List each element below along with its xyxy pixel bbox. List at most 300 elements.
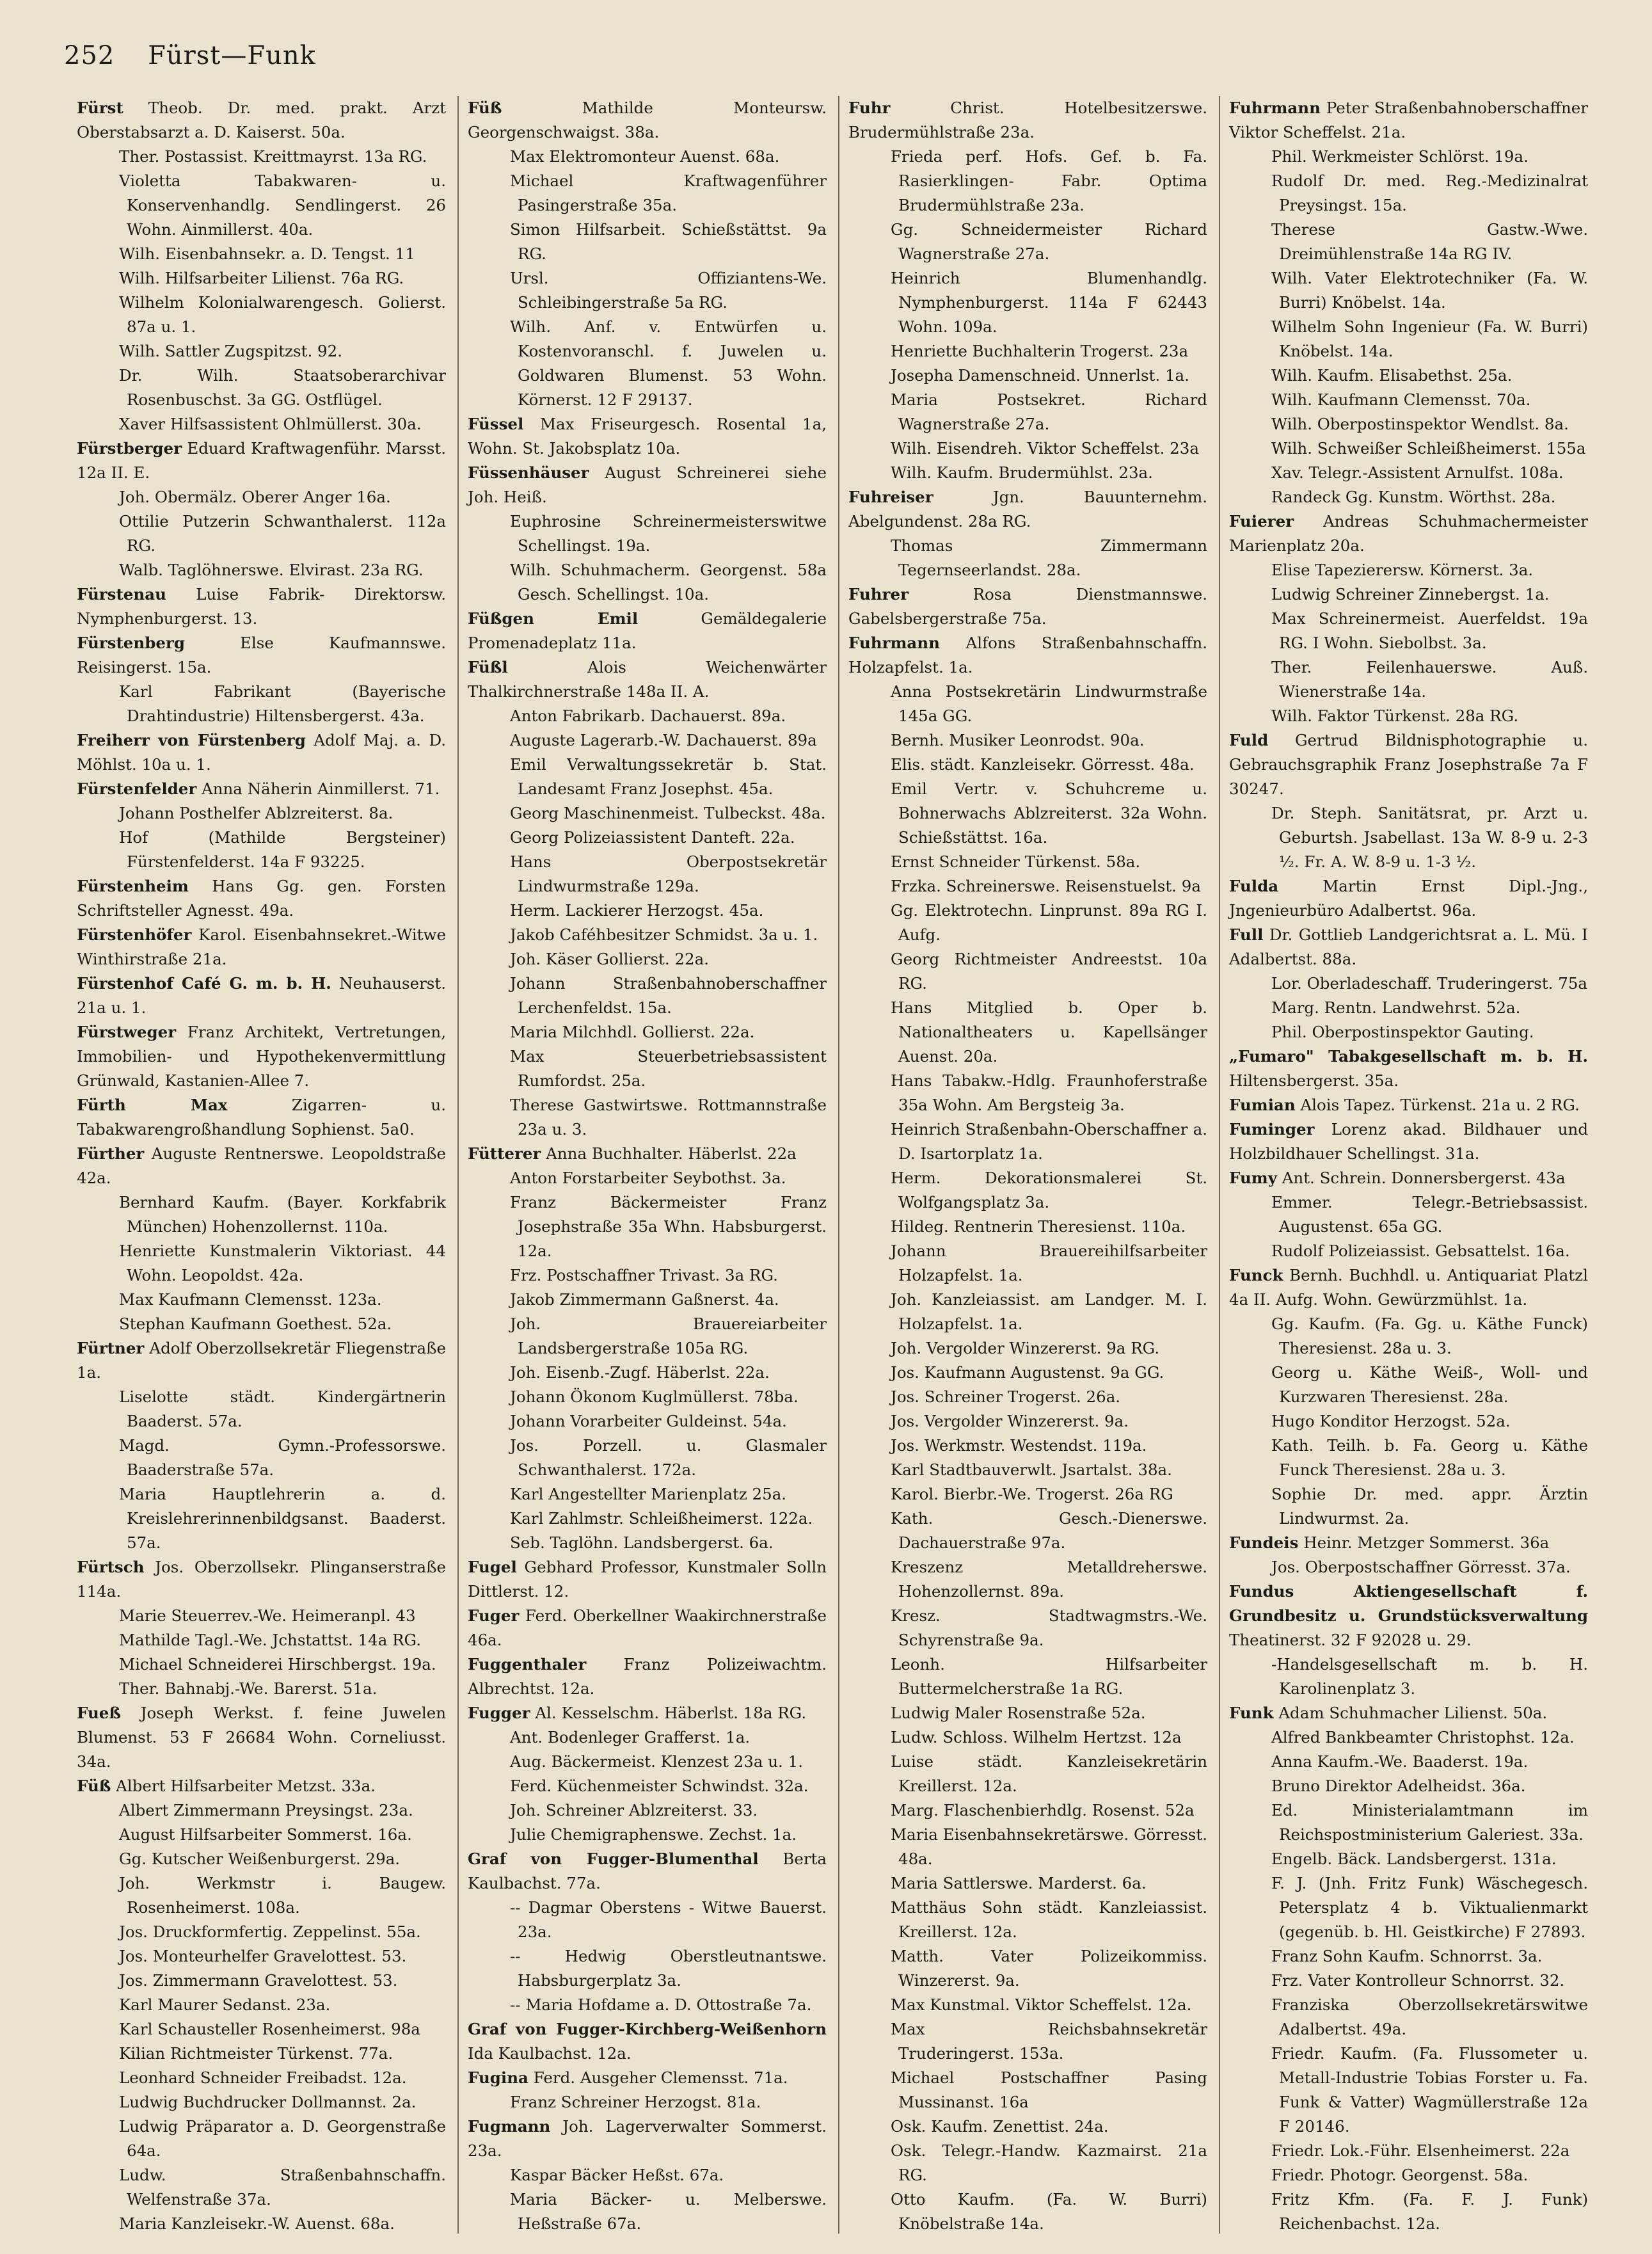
entry-text: August Hilfsarbeiter Sommerst. 16a. — [119, 1825, 412, 1844]
entry-text: Alois Weichenwärter Thalkirchnerstraße 148a II. A. — [468, 658, 827, 701]
entry-text: Wilh. Eisenbahnsekr. a. D. Tengst. 11 — [119, 244, 415, 263]
directory-entry — [77, 1434, 446, 1482]
directory-entry-head — [1229, 1579, 1588, 1652]
entry-surname: Fürst — [77, 99, 123, 117]
directory-entry — [468, 218, 827, 266]
entry-text: Gg. Elektrotechn. Linprunst. 89a RG I. Aufg. — [891, 901, 1207, 944]
directory-entry — [848, 2114, 1207, 2139]
directory-entry — [77, 2114, 446, 2163]
entry-text: Franz Schreiner Herzogst. 81a. — [510, 2093, 761, 2111]
entry-text: Karl Angestellter Marienplatz 25a. — [510, 1485, 787, 1503]
entry-text: Heinrich Straßenbahn-Oberschaffner a. D. Isartorplatz 1a. — [891, 1120, 1207, 1163]
entry-surname: Fürtsch — [77, 1558, 145, 1576]
entry-surname: Füssel — [468, 415, 524, 433]
directory-entry — [468, 1531, 827, 1555]
directory-entry — [848, 874, 1207, 899]
entry-surname: Fugel — [468, 1558, 517, 1576]
directory-entry — [468, 1774, 827, 1798]
entry-text: Gg. Kutscher Weißenburgerst. 29a. — [119, 1850, 401, 1868]
directory-entry — [468, 145, 827, 169]
directory-entry — [468, 1020, 827, 1044]
directory-entry — [77, 1847, 446, 1871]
directory-entry — [848, 1798, 1207, 1823]
directory-entry — [848, 2017, 1207, 2066]
entry-text: Georg Richtmeister Andreestst. 10a RG. — [891, 950, 1207, 993]
entry-text: Wilh. Schuhmacherm. Georgenst. 58a Gesch. Schellingst. 10a. — [510, 561, 827, 603]
entry-text: Leonhard Schneider Freibadst. 12a. — [119, 2068, 407, 2087]
entry-text: Joseph Werkst. f. feine Juwelen Blumenst. 53 F 26684 Wohn. Corneliusst. 34a. — [77, 1704, 446, 1771]
entry-text: Bernh. Musiker Leonrodst. 90a. — [891, 731, 1145, 749]
directory-entry — [468, 1993, 827, 2017]
running-head: Fürst—Funk — [148, 41, 316, 70]
entry-surname: Fundeis — [1229, 1533, 1299, 1552]
directory-entry — [77, 801, 446, 826]
directory-entry — [1229, 1312, 1588, 1361]
entry-text: Anna Buchhalter. Häberlst. 22a — [541, 1144, 797, 1163]
directory-entry-head — [468, 1555, 827, 1604]
entry-surname: Fürstenhöfer — [77, 925, 192, 944]
entry-text: Osk. Kaufm. Zenettist. 24a. — [891, 2117, 1109, 2136]
entry-text: Jgn. Bauunternehm. Abelgundenst. 28a RG. — [848, 488, 1207, 531]
directory-entry — [468, 169, 827, 218]
entry-surname: Fuhreiser — [848, 488, 933, 506]
directory-entry-head — [77, 777, 446, 801]
entry-text: Wilh. Vater Elektrotechniker (Fa. W. Burri) Knöbelst. 14a. — [1271, 269, 1588, 312]
directory-entry-head — [468, 1604, 827, 1652]
entry-text: Bernhard Kaufm. (Bayer. Korkfabrik München) Hohenzollernst. 110a. — [119, 1193, 446, 1236]
directory-entry — [468, 1044, 827, 1093]
entry-text: Theatinerst. 32 F 92028 u. 29. — [1229, 1631, 1472, 1649]
entry-text: Gg. Kaufm. (Fa. Gg. u. Käthe Funck) Theresienst. 28a u. 3. — [1271, 1315, 1588, 1357]
directory-entry — [848, 1701, 1207, 1725]
entry-surname: Fürstenheim — [77, 877, 189, 895]
directory-entry-head — [1229, 1531, 1588, 1555]
directory-entry — [77, 291, 446, 339]
entry-text: Walb. Taglöhnerswe. Elvirast. 23a RG. — [119, 561, 424, 579]
directory-entry — [77, 1798, 446, 1823]
entry-surname: Füssenhäuser — [468, 463, 589, 482]
directory-entry — [848, 1166, 1207, 1215]
entry-text: Karl Fabrikant (Bayerische Drahtindustrie) Hiltensbergerst. 43a. — [119, 682, 446, 725]
entry-text: Frzka. Schreinerswe. Reisenstuelst. 9a — [891, 877, 1201, 895]
directory-entry — [848, 1069, 1207, 1117]
entry-text: Joh. Lagerverwalter Sommerst. 23a. — [468, 2117, 827, 2160]
directory-entry — [1229, 1482, 1588, 1531]
entry-text: Emil Vertr. v. Schuhcreme u. Bohnerwachs Ablzreiterst. 32a Wohn. Schießstättst. 16a. — [891, 779, 1207, 847]
directory-entry-head — [468, 2114, 827, 2163]
entry-text: Adolf Maj. a. D. Möhlst. 10a u. 1. — [77, 731, 446, 774]
entry-text: Dr. Wilh. Staatsoberarchivar Rosenbuschst. 3a GG. Ostflügel. — [119, 366, 446, 409]
directory-entry — [848, 947, 1207, 996]
directory-entry — [77, 2017, 446, 2042]
directory-entry-head — [468, 461, 827, 509]
entry-text: Auguste Rentnerswe. Leopoldstraße 42a. — [77, 1144, 446, 1187]
directory-entry — [848, 1288, 1207, 1336]
entry-text: Jos. Monteurhelfer Gravelottest. 53. — [119, 1947, 407, 1965]
directory-entry-head — [1229, 728, 1588, 801]
entry-text: Berta Kaulbachst. 77a. — [468, 1850, 827, 1892]
entry-text: Maria Sattlerswe. Marderst. 6a. — [891, 1874, 1147, 1892]
entry-text: Anna Postsekretärin Lindwurmstraße 145a GG. — [891, 682, 1207, 725]
entry-text: Friedr. Lok.-Führ. Elsenheimerst. 22a — [1271, 2141, 1570, 2160]
entry-text: Ant. Bodenleger Grafferst. 1a. — [510, 1728, 751, 1746]
entry-text: Ed. Ministerialamtmann im Reichspostministerium Galeriest. 33a. — [1271, 1801, 1588, 1844]
directory-entry — [77, 1652, 446, 1677]
directory-entry — [468, 1190, 827, 1263]
directory-entry-head — [1229, 1117, 1588, 1166]
directory-entry — [77, 1385, 446, 1434]
entry-text: Therese Gastw.-Wwe. Dreimühlenstraße 14a RG IV. — [1271, 220, 1588, 263]
entry-text: Ottilie Putzerin Schwanthalerst. 112a RG. — [119, 512, 446, 555]
entry-text: Joh. Vergolder Winzererst. 9a RG. — [891, 1339, 1160, 1357]
entry-text: Marg. Flaschenbierhdlg. Rosenst. 52a — [891, 1801, 1195, 1819]
directory-entry — [1229, 2163, 1588, 2187]
entry-text: Johann Ökonom Kuglmüllerst. 78ba. — [510, 1387, 798, 1406]
directory-entry — [848, 266, 1207, 339]
entry-text: Kath. Gesch.-Dienerswe. Dachauerstraße 97a. — [891, 1509, 1207, 1552]
entry-text: Josepha Damenschneid. Unnerlst. 1a. — [891, 366, 1189, 385]
entry-text: Joh. Werkmstr i. Baugew. Rosenheimerst. 108a. — [119, 1874, 446, 1917]
directory-entry — [1229, 461, 1588, 485]
directory-entry — [77, 680, 446, 728]
entry-text: Max Elektromonteur Auenst. 68a. — [510, 147, 780, 166]
directory-entry — [848, 364, 1207, 388]
entry-text: Jos. Druckformfertig. Zeppelinst. 55a. — [119, 1922, 421, 1941]
entry-text: Osk. Telegr.-Handw. Kazmairst. 21a RG. — [891, 2141, 1207, 2184]
entry-text: Max Reichsbahnsekretär Truderingerst. 153a. — [891, 2020, 1207, 2063]
directory-entry — [1229, 2187, 1588, 2234]
entry-text: Matth. Vater Polizeikommiss. Winzererst. 9a. — [891, 1947, 1207, 1990]
entry-text: -- Hedwig Oberstleutnantswe. Habsburgerplatz 3a. — [510, 1947, 827, 1990]
directory-entry-head — [1229, 1044, 1588, 1093]
entry-surname: Fumian — [1229, 1096, 1296, 1114]
directory-entry — [1229, 1969, 1588, 1993]
directory-entry — [468, 728, 827, 753]
entry-surname: „Fumaro" Tabakgesellschaft m. b. H. — [1229, 1047, 1588, 1066]
entry-text: Wilh. Oberpostinspektor Wendlst. 8a. — [1271, 415, 1569, 433]
entry-text: Jakob Zimmermann Gaßnerst. 4a. — [510, 1290, 779, 1309]
entry-surname: Fürth Max — [77, 1096, 228, 1114]
directory-entry — [1229, 364, 1588, 388]
directory-entry — [1229, 1361, 1588, 1409]
entry-text: Lor. Oberladeschaff. Truderingerst. 75a — [1271, 974, 1588, 993]
entry-text: Ther. Feilenhauerswe. Auß. Wienerstraße 14a. — [1271, 658, 1588, 701]
entry-text: -- Dagmar Oberstens - Witwe Bauerst. 23a. — [510, 1898, 827, 1941]
entry-text: Julie Chemigraphenswe. Zechst. 1a. — [510, 1825, 797, 1844]
directory-entry — [468, 1823, 827, 1847]
directory-entry-head — [1229, 96, 1588, 145]
directory-column — [457, 96, 838, 2234]
directory-entry — [1229, 1774, 1588, 1798]
directory-entry — [468, 1482, 827, 1507]
entry-text: Rudolf Dr. med. Reg.-Medizinalrat Preysingst. 15a. — [1271, 172, 1588, 214]
entry-text: Marie Steuerrev.-We. Heimeranpl. 43 — [119, 1606, 416, 1625]
entry-text: Violetta Tabakwaren- u. Konservenhandlg. Sendlingerst. 26 Wohn. Ainmillerst. 40a. — [119, 172, 446, 239]
entry-surname: Fuggenthaler — [468, 1655, 587, 1674]
entry-text: Herm. Lackierer Herzogst. 45a. — [510, 901, 764, 920]
entry-text: Ferd. Oberkellner Waakirchnerstraße 46a. — [468, 1606, 827, 1649]
directory-column — [1219, 96, 1600, 2234]
directory-entry — [848, 753, 1207, 777]
directory-entry — [468, 1312, 827, 1361]
entry-text: Wilh. Hilfsarbeiter Lilienst. 76a RG. — [119, 269, 404, 287]
entry-text: Wilh. Eisendreh. Viktor Scheffelst. 23a — [891, 439, 1199, 458]
entry-surname: Fugmann — [468, 2117, 551, 2136]
directory-entry-head — [77, 728, 446, 777]
entry-text: Maria Postsekret. Richard Wagnerstraße 27a. — [891, 390, 1207, 433]
entry-text: Karol. Eisenbahnsekret.-Witwe Winthirstraße 21a. — [77, 925, 446, 968]
entry-text: Karl Zahlmstr. Schleißheimerst. 122a. — [510, 1509, 813, 1528]
entry-text: Kath. Teilh. b. Fa. Georg u. Käthe Funck Theresienst. 28a u. 3. — [1271, 1436, 1588, 1479]
entry-text: Maria Hauptlehrerin a. d. Kreislehrerinnenbildgsanst. Baaderst. 57a. — [119, 1485, 446, 1552]
entry-text: Maria Milchhdl. Gollierst. 22a. — [510, 1023, 755, 1041]
entry-text: Karol. Bierbr.-We. Trogerst. 26a RG — [891, 1485, 1173, 1503]
directory-entry — [1229, 218, 1588, 266]
entry-text: Else Kaufmannswe. Reisingerst. 15a. — [77, 634, 446, 676]
entry-text: Luise Fabrik- Direktorsw. Nymphenburgerst. 13. — [77, 585, 446, 628]
directory-entry-head — [77, 1020, 446, 1093]
entry-text: Max Schreinermeist. Auerfeldst. 19a RG. I Wohn. Siebolbst. 3a. — [1271, 609, 1588, 652]
entry-text: Ernst Schneider Türkenst. 58a. — [891, 852, 1141, 871]
directory-entry — [848, 1896, 1207, 1944]
directory-entry — [77, 1482, 446, 1555]
directory-entry-head — [1229, 509, 1588, 558]
entry-surname: Fuhr — [848, 99, 891, 117]
directory-entry-head — [77, 631, 446, 680]
entry-text: Randeck Gg. Kunstm. Wörthst. 28a. — [1271, 488, 1556, 506]
directory-entry — [848, 2187, 1207, 2234]
entry-text: Emmer. Telegr.-Betriebsassist. Augustenst. 65a GG. — [1271, 1193, 1588, 1236]
entry-text: F. J. (Jnh. Fritz Funk) Wäschegesch. Petersplatz 4 b. Viktualienmarkt (gegenüb. b. Hl. Geistkirche) F 27893. — [1271, 1874, 1588, 1941]
directory-entry — [468, 315, 827, 412]
entry-text: Friedr. Photogr. Georgenst. 58a. — [1271, 2166, 1529, 2184]
directory-entry — [848, 1750, 1207, 1798]
entry-surname: Full — [1229, 925, 1264, 944]
entry-surname: Fürstenberg — [77, 634, 185, 652]
directory-entry-head — [77, 1774, 446, 1798]
entry-text: Adolf Oberzollsekretär Fliegenstraße 1a. — [77, 1339, 446, 1382]
entry-text: Henriette Kunstmalerin Viktoriast. 44 Wohn. Leopoldst. 42a. — [119, 1242, 446, 1284]
directory-entry — [1229, 1871, 1588, 1944]
entry-surname: Fueß — [77, 1704, 121, 1722]
entry-text: Franz Polizeiwachtm. Albrechtst. 12a. — [468, 1655, 827, 1698]
entry-text: Johann Vorarbeiter Guldeinst. 54a. — [510, 1412, 787, 1430]
directory-entry — [1229, 169, 1588, 218]
entry-text: Michael Schneiderei Hirschbergst. 19a. — [119, 1655, 436, 1674]
directory-entry — [1229, 436, 1588, 461]
directory-entry — [1229, 1798, 1588, 1847]
directory-entry — [848, 850, 1207, 874]
entry-surname: Fundus Aktiengesellschaft f. Grundbesitz u. Grundstücksverwaltung — [1229, 1582, 1588, 1625]
entry-surname: Fuminger — [1229, 1120, 1315, 1139]
directory-entry — [468, 947, 827, 971]
entry-text: Hildeg. Rentnerin Theresienst. 110a. — [891, 1217, 1186, 1236]
entry-text: Heinrich Blumenhandlg. Nymphenburgerst. 114a F 62443 Wohn. 109a. — [891, 269, 1207, 336]
entry-text: Heinr. Metzger Sommerst. 36a — [1298, 1533, 1550, 1552]
directory-entry — [468, 1409, 827, 1434]
directory-entry — [1229, 1020, 1588, 1044]
entry-surname: Fugina — [468, 2068, 528, 2087]
entry-surname: Fürstenau — [77, 585, 166, 603]
directory-entry — [1229, 2042, 1588, 2139]
entry-text: Ida Kaulbachst. 12a. — [468, 2044, 631, 2063]
entry-text: Joh. Eisenb.-Zugf. Häberlst. 22a. — [510, 1363, 770, 1382]
directory-entry — [848, 388, 1207, 436]
directory-entry — [468, 923, 827, 947]
entry-text: Henriette Buchhalterin Trogerst. 23a — [891, 342, 1189, 360]
entry-text: Jos. Oberzollsekr. Plinganserstraße 114a. — [77, 1558, 446, 1601]
directory-entry — [1229, 1725, 1588, 1750]
entry-text: Seb. Taglöhn. Landsbergerst. 6a. — [510, 1533, 774, 1552]
directory-entry — [77, 364, 446, 412]
directory-entry — [848, 1117, 1207, 1166]
entry-text: Wilh. Kaufm. Brudermühlst. 23a. — [891, 463, 1153, 482]
entry-surname: Graf von Fugger-Kirchberg-Weißenhorn — [468, 2020, 827, 2038]
entry-text: Rosa Dienstmannswe. Gabelsbergerstraße 75a. — [848, 585, 1207, 628]
entry-surname: Fürstenfelder — [77, 779, 197, 798]
directory-entry-head — [1229, 1701, 1588, 1725]
entry-text: Wilh. Schweißer Schleißheimerst. 155a — [1271, 439, 1586, 458]
directory-entry — [848, 1507, 1207, 1555]
directory-entry — [468, 266, 827, 315]
entry-text: Karl Schausteller Rosenheimerst. 98a — [119, 2020, 420, 2038]
entry-surname: Fuierer — [1229, 512, 1294, 531]
directory-entry — [848, 1871, 1207, 1896]
entry-text: Ludwig Buchdrucker Dollmannst. 2a. — [119, 2093, 417, 2111]
directory-entry-head — [468, 1847, 827, 1896]
entry-text: Ludwig Schreiner Zinnebergst. 1a. — [1271, 585, 1550, 603]
entry-text: Alfred Bankbeamter Christophst. 12a. — [1271, 1728, 1575, 1746]
directory-entry — [848, 1944, 1207, 1993]
entry-text: Alfons Straßenbahnschaffn. Holzapfelst. 1a. — [848, 634, 1207, 676]
directory-entry — [77, 2042, 446, 2066]
entry-text: Peter Straßenbahnoberschaffner Viktor Scheffelst. 21a. — [1229, 99, 1588, 141]
entry-text: Max Friseurgesch. Rosental 1a, Wohn. St. Jakobsplatz 10a. — [468, 415, 827, 458]
entry-surname: Funk — [1229, 1704, 1274, 1722]
entry-surname: Fürther — [77, 1144, 145, 1163]
directory-entry — [848, 777, 1207, 850]
directory-entry — [848, 1993, 1207, 2017]
entry-text: Neuhauserst. 21a u. 1. — [77, 974, 446, 1017]
directory-entry — [77, 826, 446, 874]
directory-entry — [848, 996, 1207, 1069]
entry-text: Jos. Vergolder Winzererst. 9a. — [891, 1412, 1129, 1430]
directory-entry — [77, 1871, 446, 1920]
directory-entry — [468, 826, 827, 850]
directory-entry-head — [848, 485, 1207, 534]
directory-entry-head — [77, 1336, 446, 1385]
directory-entry-head — [468, 607, 827, 655]
entry-text: Ferd. Ausgeher Clemensst. 71a. — [528, 2068, 788, 2087]
entry-text: Al. Kesselschm. Häberlst. 18a RG. — [530, 1704, 807, 1722]
directory-entry — [468, 1361, 827, 1385]
entry-surname: Füßl — [468, 658, 508, 676]
entry-text: Fritz Kfm. (Fa. F. J. Funk) Reichenbachst. 12a. — [1271, 2190, 1588, 2233]
directory-entry — [848, 436, 1207, 461]
directory-entry — [77, 2212, 446, 2234]
entry-text: Herm. Dekorationsmalerei St. Wolfgangsplatz 3a. — [891, 1169, 1207, 1211]
directory-entry-head — [468, 2066, 827, 2090]
directory-entry-head — [1229, 1093, 1588, 1117]
directory-entry — [77, 1288, 446, 1312]
entry-text: Kresz. Stadtwagmstrs.-We. Schyrenstraße 9a. — [891, 1606, 1207, 1649]
entry-text: Leonh. Hilfsarbeiter Buttermelcherstraße 1a RG. — [891, 1655, 1207, 1698]
directory-entry — [1229, 388, 1588, 412]
entry-text: Jos. Schreiner Trogerst. 26a. — [891, 1387, 1121, 1406]
entry-text: Alois Tapez. Türkenst. 21a u. 2 RG. — [1295, 1096, 1580, 1114]
directory-entry — [848, 899, 1207, 947]
entry-text: Franz Bäckermeister Franz Josephstraße 35a Whn. Habsburgerst. 12a. — [510, 1193, 827, 1260]
directory-entry-head — [1229, 923, 1588, 971]
directory-entry — [468, 801, 827, 826]
entry-text: Hugo Konditor Herzogst. 52a. — [1271, 1412, 1511, 1430]
directory-entry-head — [468, 1142, 827, 1166]
entry-text: Michael Kraftwagenführer Pasingerstraße 35a. — [510, 172, 827, 214]
entry-text: Max Steuerbetriebsassistent Rumfordst. 25a. — [510, 1047, 827, 1090]
entry-text: Zigarren- u. Tabakwarengroßhandlung Sophienst. 5a0. — [77, 1096, 446, 1139]
entry-text: Hans Mitglied b. Oper b. Nationaltheaters u. Kapellsänger Auenst. 20a. — [891, 998, 1207, 1066]
entry-text: Hans Oberpostsekretär Lindwurmstraße 129a. — [510, 852, 827, 895]
entry-text: Ludwig Maler Rosenstraße 52a. — [891, 1704, 1146, 1722]
directory-entry — [1229, 801, 1588, 874]
directory-entry — [468, 1725, 827, 1750]
entry-text: Elise Tapezierersw. Körnerst. 3a. — [1271, 561, 1534, 579]
directory-entry — [1229, 1847, 1588, 1871]
entry-text: Max Kaufmann Clemensst. 123a. — [119, 1290, 382, 1309]
directory-entry — [848, 1725, 1207, 1750]
directory-entry — [77, 1628, 446, 1652]
entry-surname: Graf von Fugger-Blumenthal — [468, 1850, 759, 1868]
directory-entry — [1229, 1239, 1588, 1263]
entry-text: Martin Ernst Dipl.-Jng., Jngenieurbüro Adalbertst. 96a. — [1229, 877, 1588, 920]
entry-text: Phil. Oberpostinspektor Gauting. — [1271, 1023, 1534, 1041]
entry-text: August Schreinerei siehe Joh. Heiß. — [468, 463, 827, 506]
directory-entry — [848, 1555, 1207, 1604]
directory-entry — [1229, 607, 1588, 655]
directory-entry — [848, 1336, 1207, 1361]
directory-entry — [77, 145, 446, 169]
entry-text: Therese Gastwirtswe. Rottmannstraße 23a u. 3. — [510, 1096, 827, 1139]
directory-entry — [848, 145, 1207, 218]
entry-text: Georg u. Käthe Weiß-, Woll- und Kurzwaren Theresienst. 28a. — [1271, 1363, 1588, 1406]
entry-text: Emil Verwaltungssekretär b. Stat. Landesamt Franz Josephst. 45a. — [510, 755, 827, 798]
entry-surname: Füß — [77, 1777, 111, 1795]
directory-entry-head — [468, 412, 827, 461]
entry-text: Engelb. Bäck. Landsbergerst. 131a. — [1271, 1850, 1557, 1868]
entry-surname: Freiherr von Fürstenberg — [77, 731, 306, 749]
entry-text: Elis. städt. Kanzleisekr. Görresst. 48a. — [891, 755, 1195, 774]
entry-text: Frz. Postschaffner Trivast. 3a RG. — [510, 1266, 778, 1284]
directory-entry — [77, 509, 446, 558]
directory-entry — [77, 1944, 446, 1969]
entry-surname: Fürstberger — [77, 439, 182, 458]
entry-text: Franz Sohn Kaufm. Schnorrst. 3a. — [1271, 1947, 1543, 1965]
entry-text: Anna Näherin Ainmillerst. 71. — [196, 779, 440, 798]
entry-text: Anton Fabrikarb. Dachauerst. 89a. — [510, 707, 786, 725]
entry-text: Jos. Oberpostschaffner Görresst. 37a. — [1271, 1558, 1571, 1576]
directory-entry — [1229, 145, 1588, 169]
entry-text: Aug. Bäckermeist. Klenzest 23a u. 1. — [510, 1752, 804, 1771]
entry-text: Ther. Bahnabj.-We. Barerst. 51a. — [119, 1679, 377, 1698]
directory-entry — [468, 1507, 827, 1531]
directory-entry — [468, 1798, 827, 1823]
directory-entry — [468, 704, 827, 728]
entry-text: Auguste Lagerarb.-W. Dachauerst. 89a — [510, 731, 817, 749]
entry-text: Lorenz akad. Bildhauer und Holzbildhauer Schellingst. 31a. — [1229, 1120, 1588, 1163]
directory-entry — [77, 266, 446, 291]
directory-entry — [77, 558, 446, 582]
entry-text: Gertrud Bildnisphotographie u. Gebrauchsgraphik Franz Josephstraße 7a F 30247. — [1229, 731, 1588, 798]
